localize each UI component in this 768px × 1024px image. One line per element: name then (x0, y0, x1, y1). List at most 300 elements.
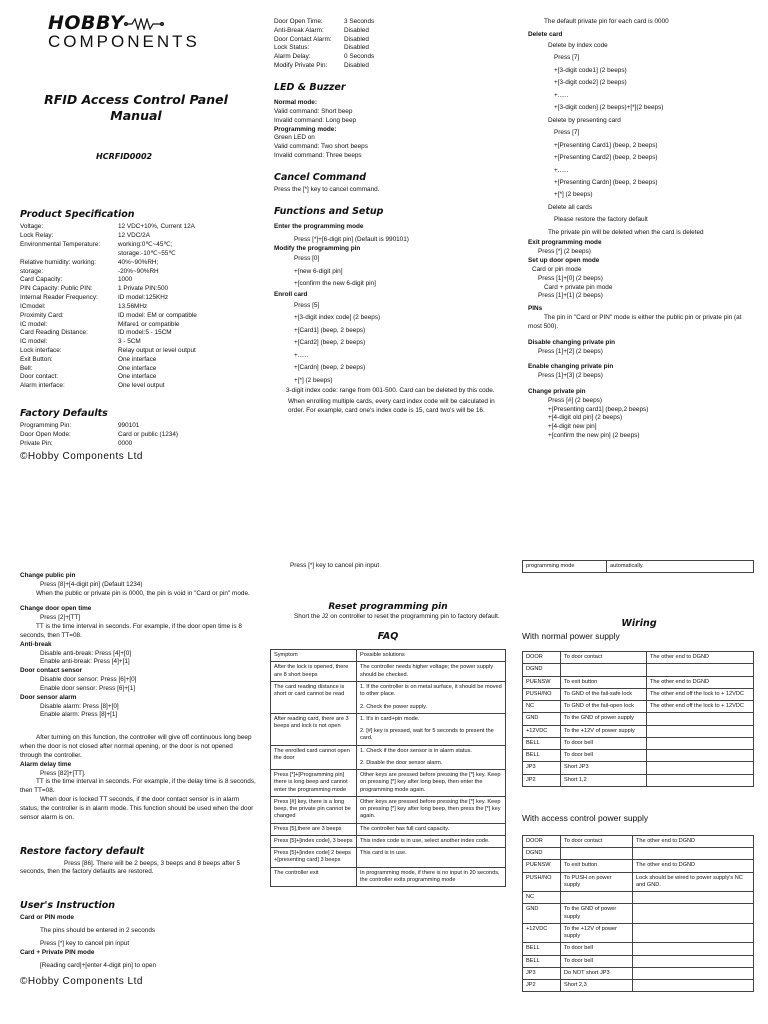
wiring-row (523, 904, 754, 924)
wiring-cell (647, 725, 754, 737)
defaults-row (20, 440, 252, 449)
spec-row (20, 329, 252, 338)
spec-row-label: IC model: (20, 320, 48, 328)
faq-row (271, 835, 506, 847)
faq-row (271, 848, 506, 868)
defaults-row-label: Private Pin: (20, 439, 53, 447)
door-alarm-lines (20, 703, 256, 721)
enroll-note-2: When enrolling multiple cards, every card index code will be calculated in order. For example, card one's index code is 15, card two's will be 16. (288, 397, 495, 414)
delete-index-line: +[3-digit coden] (2 beeps)+[*](2 beeps) (554, 104, 664, 112)
manual-title-line2: Manual (110, 107, 162, 123)
door-contact-line: Disable door sensor: Press [6]+[0] (40, 676, 137, 684)
wiring-cell: To PUSH on power supply (561, 872, 633, 892)
spec-row-label: Card Capacity: (20, 276, 63, 284)
delete-card-block (528, 40, 753, 240)
delete-present-line: +[Presenting Card2] (beep, 2 beeps) (554, 154, 658, 162)
faq-solution-line: The controller needs higher voltage; the power supply should be checked. (360, 664, 494, 678)
resistor-wave-icon (124, 18, 164, 30)
spec-row-value: 13.56MHz (118, 302, 148, 310)
faq-solution-line: The controller has full card capacity. (360, 825, 450, 832)
wiring-cell (561, 892, 633, 904)
led-line: Invalid command: Long beep (274, 116, 357, 124)
copyright-bottom: ©Hobby Components Ltd (20, 975, 143, 987)
spec-row (20, 338, 252, 347)
defaults-cont-row-value: Disabled (344, 26, 369, 34)
spec-row-value: One interface (118, 355, 157, 363)
wiring-cell (561, 664, 647, 676)
defaults-cont-row-label: Door Contact Alarm: (274, 35, 332, 43)
wiring-row (523, 955, 754, 967)
wiring-cell: Lock should be wired to power supply's NC and GND. (633, 872, 754, 892)
spec-row-label: Environmental Temperature: (20, 241, 101, 249)
led-line: Programming mode: (274, 125, 337, 133)
change-public-2: When the public or private pin is 0000, the pin is void in "Card or pin" mode. (36, 589, 250, 597)
change-public-1: Press [8]+[4-digit pin] (Default 1234) (40, 580, 143, 588)
wiring-cell: The other end to DGND (647, 652, 754, 664)
faq-symptom: Press [5]+[index code], 3 beeps (271, 835, 357, 847)
wiring-row (523, 848, 754, 860)
spec-row-value: 12 VDC/2A (118, 232, 150, 240)
faq-header-cell: Possible solutions (357, 650, 506, 662)
spec-row-label: IC model: (20, 338, 48, 346)
faq-solution-line: Other keys are pressed before pressing the [*] key. Keep on pressing [*] key after long beep, then enter the programming mode again. (360, 772, 501, 793)
wiring-cell: To exit button (561, 676, 647, 688)
enroll-line: +[Card2] (beep, 2 beeps) (294, 339, 366, 347)
wiring-row (523, 892, 754, 904)
defaults-row-value: 0000 (118, 439, 133, 447)
wiring-cell: The other end off the lock to + 12VDC (647, 688, 754, 700)
faq-solution (357, 681, 506, 713)
spec-row (20, 347, 252, 356)
faq-symptom: Press [*]+[Programming pin] there is long beep and cannot enter the programming mode (271, 770, 357, 797)
card-or-pin-mode-heading: Card or PIN mode (20, 914, 74, 922)
spec-row-label: Card Reading Distance: (20, 329, 88, 337)
defaults-cont-row-label: Modify Private Pin: (274, 62, 328, 70)
anti-break-heading: Anti-break (20, 640, 52, 648)
defaults-cont-row-value: Disabled (344, 44, 369, 52)
faq-solution (357, 823, 506, 835)
wiring-cell: The other end to DGND (647, 676, 754, 688)
wiring-row (523, 967, 754, 979)
spec-row-value: One interface (118, 373, 157, 381)
alarm-delay-heading: Alarm delay time (20, 760, 72, 768)
wiring-cell (633, 848, 754, 860)
change-priv-line: +[4-digit new pin] (548, 423, 597, 431)
spec-row-label: Proximity Card: (20, 311, 64, 319)
wiring-cell: The other end off the lock to + 12VDC (647, 701, 754, 713)
defaults-cont-row-label: Anti-Break Alarm: (274, 26, 324, 34)
setup-door-heading: Set up door open mode (528, 257, 600, 265)
defaults-cont-row (274, 53, 504, 62)
defaults-continued (274, 18, 504, 71)
wiring-cell: JP2 (523, 980, 561, 992)
enter-prog-text: Press [*]+[6-digit pin] (Default is 990101) (294, 235, 409, 243)
column-2-bottom (270, 562, 506, 887)
delete-card-heading: Delete card (528, 30, 563, 38)
faq-row (271, 662, 506, 682)
modify-line: Press [0] (294, 255, 320, 263)
user-instruction-heading: User's Instruction (20, 900, 116, 912)
spec-row-value: 12 VDC+10%, Current 12A (118, 223, 195, 231)
change-priv-heading: Change private pin (528, 388, 586, 395)
alarm-delay-3: When door is locked TT seconds, if the door contact sensor is in alarm status, the controller is in alarm mode. This function should be used when the door sensor alarm is on. (20, 796, 254, 821)
defaults-row (20, 431, 252, 440)
door-alarm-heading: Door sensor alarm (20, 693, 77, 701)
wiring-cell (647, 737, 754, 749)
spec-row (20, 321, 252, 330)
wiring-row (523, 835, 754, 847)
column-3-bottom (522, 560, 756, 992)
door-contact-heading: Door contact sensor (20, 667, 83, 675)
delete-present-heading: Delete by presenting card (548, 116, 621, 124)
door-alarm-line: Enable alarm: Press [8]+[1] (40, 711, 118, 719)
default-pin-note: The default private pin for each card is 0000 (544, 18, 669, 25)
faq-row (271, 823, 506, 835)
wiring-cell: DGND (523, 664, 561, 676)
enroll-heading: Enroll card (274, 290, 308, 298)
wiring-row (523, 762, 754, 774)
faq-solution-line: 2. Check the power supply. (360, 703, 428, 710)
enable-priv-text: Press [1]+[3] (2 beeps) (538, 372, 603, 380)
wiring-cell (633, 923, 754, 943)
wiring-cell (647, 713, 754, 725)
spec-row (20, 294, 252, 303)
restore-text: Press [86]. There will be 2 beeps, 3 beeps and 8 beeps after 5 seconds, then the factory defaults are restored. (20, 859, 241, 876)
spec-row-value: 3 - 5CM (118, 338, 141, 346)
modify-lines (274, 253, 504, 290)
wiring-cell: PUENSW (523, 860, 561, 872)
wiring-cell (633, 892, 754, 904)
change-public-heading: Change public pin (20, 572, 76, 579)
defaults-cont-row-value: 0 Seconds (344, 53, 375, 61)
wiring-cell: To door contact (561, 652, 647, 664)
spec-row-value: One interface (118, 364, 157, 372)
spec-row (20, 268, 252, 277)
spec-row-label: Bell: (20, 364, 33, 372)
door-open-time-heading: Change door open time (20, 605, 92, 613)
led-line: Normal mode: (274, 99, 317, 107)
logo-components-text: COMPONENTS (48, 32, 200, 51)
wiring-cell: Short 1,2 (561, 774, 647, 786)
delete-index-heading: Delete by index code (548, 41, 608, 49)
spec-row (20, 373, 252, 382)
spec-row (20, 259, 252, 268)
delete-index-line: Press [7] (554, 54, 580, 62)
wiring-cell: GND (523, 713, 561, 725)
enable-priv-heading: Enable changing private pin (528, 363, 614, 371)
wiring-row (523, 860, 754, 872)
wiring-cell: JP3 (523, 967, 561, 979)
wiring-cell: The other end to DGND (633, 860, 754, 872)
column-2-top (274, 18, 504, 416)
faq-solution (357, 796, 506, 823)
product-code: HCRFID0002 (96, 152, 153, 162)
door-open-time-1: Press [2]+[TT] (40, 614, 81, 622)
wiring-cell: To the +12V of power supply (561, 725, 647, 737)
restore-heading: Restore factory default (20, 845, 145, 857)
faq-symptom: Press [5]+[index code] 2 beeps +[presenting card] 3 beeps (271, 848, 357, 868)
manual-title-line1: RFID Access Control Panel (44, 92, 228, 107)
door-alarm-line: Disable alarm: Press [8]+[0] (40, 702, 119, 710)
faq-solution-line: In programming mode, if there is no input in 20 seconds, the controller exits programming mode (360, 869, 500, 884)
wiring-cell: DOOR (523, 652, 561, 664)
spec-row-label: ICmodel: (20, 302, 46, 310)
faq-symptom: After reading card, there are 3 beeps and lock is not open (271, 713, 357, 745)
defaults-row (20, 422, 252, 431)
delete-present-line: +[Presenting Cardn] (beep, 2 beeps) (554, 178, 658, 186)
spec-row-value: working:0℃~45℃; (118, 241, 173, 249)
card-private-mode-heading: Card + Private PIN mode (20, 948, 95, 956)
wiring-cell: To the GND of power supply (561, 713, 647, 725)
wiring-cell (647, 762, 754, 774)
led-line: Invalid command: Three beeps (274, 152, 362, 160)
cancel-text: Press the [*] key to cancel command. (274, 185, 380, 193)
led-heading: LED & Buzzer (274, 81, 346, 93)
spec-row-label: storage: (20, 267, 44, 275)
wiring-row (523, 664, 754, 676)
wiring-cell: +12VDC (523, 725, 561, 737)
wiring-row (523, 688, 754, 700)
defaults-cont-row (274, 18, 504, 27)
wiring-cell: +12VDC (523, 923, 561, 943)
wiring-cell: To the +12V of power supply (561, 923, 633, 943)
faq-row (271, 681, 506, 713)
spec-row (20, 223, 252, 232)
wiring-cell: NC (523, 701, 561, 713)
faq-solution (357, 713, 506, 745)
spec-row (20, 285, 252, 294)
defaults-row-label: Programming Pin: (20, 422, 72, 430)
enroll-line: +...... (294, 351, 309, 359)
logo (48, 14, 252, 50)
spec-row-value: Mifare1 or compatible (118, 320, 180, 328)
spec-row (20, 312, 252, 321)
wiring-cell: BELL (523, 943, 561, 955)
faq-symptom: The enrolled card cannot open the door (271, 745, 357, 770)
enroll-line: Press [5] (294, 301, 320, 309)
faq-solution-line: 1. It's in card+pin mode. (360, 715, 420, 722)
spec-row-label: Internal Reader Frequency: (20, 294, 98, 302)
spec-row (20, 356, 252, 365)
spec-row-value: ID model:125KHz (118, 294, 169, 302)
spec-row-value: ID model:5 - 15CM (118, 329, 172, 337)
delete-present-line: +...... (554, 166, 569, 174)
defaults-cont-row-label: Door Open Time: (274, 18, 323, 25)
access-power-table (522, 835, 754, 993)
faq-symptom: Press [#] key, there is a long beep, the private pin cannot be changed (271, 796, 357, 823)
delete-index-line: +...... (554, 91, 569, 99)
wiring-cell: PUSH/NO (523, 688, 561, 700)
normal-power-table (522, 651, 754, 787)
defaults-row-value: Card or public (1234) (118, 431, 179, 439)
wiring-row (523, 676, 754, 688)
wiring-cell: To exit button (561, 860, 633, 872)
cancel-heading: Cancel Command (274, 171, 367, 183)
wiring-cell (633, 980, 754, 992)
led-line: Valid command: Short beep (274, 107, 353, 115)
defaults-cont-row-label: Lock Status: (274, 44, 310, 52)
faq-row (271, 713, 506, 745)
card-or-pin-2: Press [*] key to cancel pin input (40, 940, 130, 948)
column-1-top (20, 14, 252, 464)
alarm-delay-2: TT is the time interval in seconds. For example, if the delay time is 8 seconds, then TT=08. (20, 778, 256, 795)
defaults-cont-row (274, 27, 504, 36)
wiring-cell: The other end to DGND (633, 835, 754, 847)
wiring-cell: To GND of the fail-open lock (561, 701, 647, 713)
faq-solution (357, 770, 506, 797)
faq-row (271, 867, 506, 887)
exit-prog-text: Press [*] (2 beeps) (538, 248, 591, 256)
spec-row-label: Door contact: (20, 373, 59, 381)
spec-row (20, 241, 252, 250)
defaults-row-label: Door Open Mode: (20, 431, 71, 439)
cancel-pin-text: Press [*] key to cancel pin input (290, 562, 380, 569)
defaults-cont-row-value: Disabled (344, 35, 369, 43)
spec-row-label: Lock interface: (20, 346, 62, 354)
wiring-row (523, 872, 754, 892)
spec-row-value: 1000 (118, 276, 133, 284)
card-or-pin-label: Card or pin mode (532, 265, 582, 273)
wiring-row (523, 980, 754, 992)
card-or-pin-press: Press [1]+[0] (2 beeps) (538, 274, 603, 282)
wiring-cell: To door bell (561, 955, 633, 967)
faq-row (271, 745, 506, 770)
enroll-line: +[Card1] (beep, 2 beeps) (294, 326, 366, 334)
functions-heading: Functions and Setup (274, 205, 384, 217)
reset-heading: Reset programming pin (328, 601, 448, 612)
column-1-bottom (20, 572, 256, 988)
anti-break-line: Enable anti-break: Press [4]+[1] (40, 658, 130, 666)
wiring-cell: DOOR (523, 835, 561, 847)
modify-line: +[new 6-digit pin] (294, 267, 343, 275)
spec-row-value: One level output (118, 382, 165, 390)
spec-row-label: Relative humidity: working: (20, 258, 97, 266)
spec-row (20, 250, 252, 259)
wiring-cell (647, 774, 754, 786)
wiring-cell (647, 664, 754, 676)
faq-solution (357, 662, 506, 682)
spec-row-label: Exit Button: (20, 355, 53, 363)
delete-all-heading: Delete all cards (548, 203, 593, 211)
enroll-line: +[Cardn] (beep, 2 beeps) (294, 364, 366, 372)
wiring-cell (633, 943, 754, 955)
enroll-note-1: 3-digit index code: range from 001-500. Card can be deleted by this code. (286, 387, 495, 395)
defaults-row-value: 990101 (118, 422, 140, 430)
card-plus-pin-label: Card + private pin mode (544, 283, 613, 291)
enroll-lines (274, 300, 504, 387)
wiring-cell (633, 967, 754, 979)
spec-row-value: 40%~90%RH; (118, 258, 159, 266)
faq-header-row (271, 650, 506, 662)
wiring-cell: To door contact (561, 835, 633, 847)
led-line: Green LED on (274, 134, 315, 142)
wiring-cell: BELL (523, 955, 561, 967)
door-contact-lines (20, 676, 256, 694)
alarm-delay-1: Press [82]+[TT]. (40, 769, 86, 777)
door-contact-line: Enable door sensor: Press [6]+[1] (40, 684, 136, 692)
wiring-row (523, 737, 754, 749)
spec-heading: Product Specification (20, 209, 135, 221)
wiring-row (523, 701, 754, 713)
faq-solution (357, 848, 506, 868)
card-private-1: [Reading card]+[enter 4-digit pin] to open (40, 961, 156, 969)
spec-row-value: ID model: EM or compatible (118, 311, 197, 319)
faq-solution-line: Other keys are pressed before pressing the [*] key. Keep on pressing [*] key after long beep, then press the [*] key again. (360, 798, 501, 820)
faq-solution (357, 867, 506, 887)
faq-solution-line: 1. Check if the door sensor is in alarm status. (360, 747, 472, 754)
pins-heading: PINs (528, 305, 543, 313)
spec-row (20, 365, 252, 374)
wiring-cell (647, 750, 754, 762)
faq-solution-line: 2. Disable the door sensor alarm. (360, 759, 443, 766)
wiring-cell: BELL (523, 737, 561, 749)
delete-present-line: +[*] (2 beeps) (554, 191, 593, 199)
faq-row (271, 770, 506, 797)
change-priv-line: Press [#] (2 beeps) (548, 396, 602, 404)
anti-break-lines (20, 650, 256, 668)
spec-table (20, 223, 252, 391)
wiring-cell: PUENSW (523, 676, 561, 688)
door-open-time-2: TT is the time interval in seconds. For example, if the door open time is 8 seconds, then TT=08. (20, 623, 242, 639)
defaults-cont-row (274, 44, 504, 53)
enter-prog-heading: Enter the programming mode (274, 222, 364, 230)
logo-hobby-text: HOBBY (48, 12, 125, 34)
spec-row (20, 303, 252, 312)
wiring-row (523, 713, 754, 725)
access-power-heading: With access control power supply (522, 813, 649, 824)
defaults-cont-row (274, 62, 504, 71)
reset-text: Short the J2 on controller to reset the programming pin to factory default. (294, 613, 500, 621)
card-plus-pin-press: Press [1]+[1] (2 beeps) (538, 292, 603, 300)
faq-solution (357, 745, 506, 770)
wiring-cell: JP3 (523, 762, 561, 774)
wiring-row (523, 725, 754, 737)
delete-present-line: Press [7] (554, 129, 580, 137)
defaults-cont-row-value: Disabled (344, 62, 369, 70)
faq-continued-table (522, 560, 754, 573)
wiring-cell: To GND of the fail-safe lock (561, 688, 647, 700)
wiring-heading: Wiring (621, 618, 657, 630)
faq-symptom: The card reading distance is short or card cannot be read (271, 681, 357, 713)
card-or-pin-1: The pins should be entered in 2 seconds (40, 927, 156, 935)
spec-row-label (20, 250, 118, 259)
enroll-line: +[3-digit index code] (2 beeps) (294, 314, 381, 322)
faq-row (271, 796, 506, 823)
wiring-cell: To door bell (561, 943, 633, 955)
spec-row (20, 232, 252, 241)
anti-break-line: Disable anti-break: Press [4]+[0] (40, 649, 132, 657)
wiring-cell: NC (523, 892, 561, 904)
faq-header-cell: Symptom (271, 650, 357, 662)
wiring-cell: To the GND of power supply (561, 904, 633, 924)
led-lines (274, 99, 504, 161)
wiring-cell: Short 2,3 (561, 980, 633, 992)
wiring-cell (633, 955, 754, 967)
wiring-row (523, 943, 754, 955)
faq-cont-cell-2: automatically. (607, 561, 754, 573)
delete-index-line: +[3-digit code2] (2 beeps) (554, 79, 627, 87)
wiring-cell: To door bell (561, 750, 647, 762)
wiring-row (523, 750, 754, 762)
spec-row-label: Voltage: (20, 223, 44, 231)
defaults-cont-row-value: 3 Seconds (344, 18, 375, 25)
defaults-heading: Factory Defaults (20, 408, 108, 420)
delete-all-1: Please restore the factory default (554, 216, 648, 224)
delete-all-2: The private pin will be deleted when the card is deleted (548, 228, 704, 236)
spec-row-value: -20%~90%RH (118, 267, 159, 275)
wiring-cell: To door bell (561, 737, 647, 749)
faq-symptom: Press [5],there are 3 beeps (271, 823, 357, 835)
